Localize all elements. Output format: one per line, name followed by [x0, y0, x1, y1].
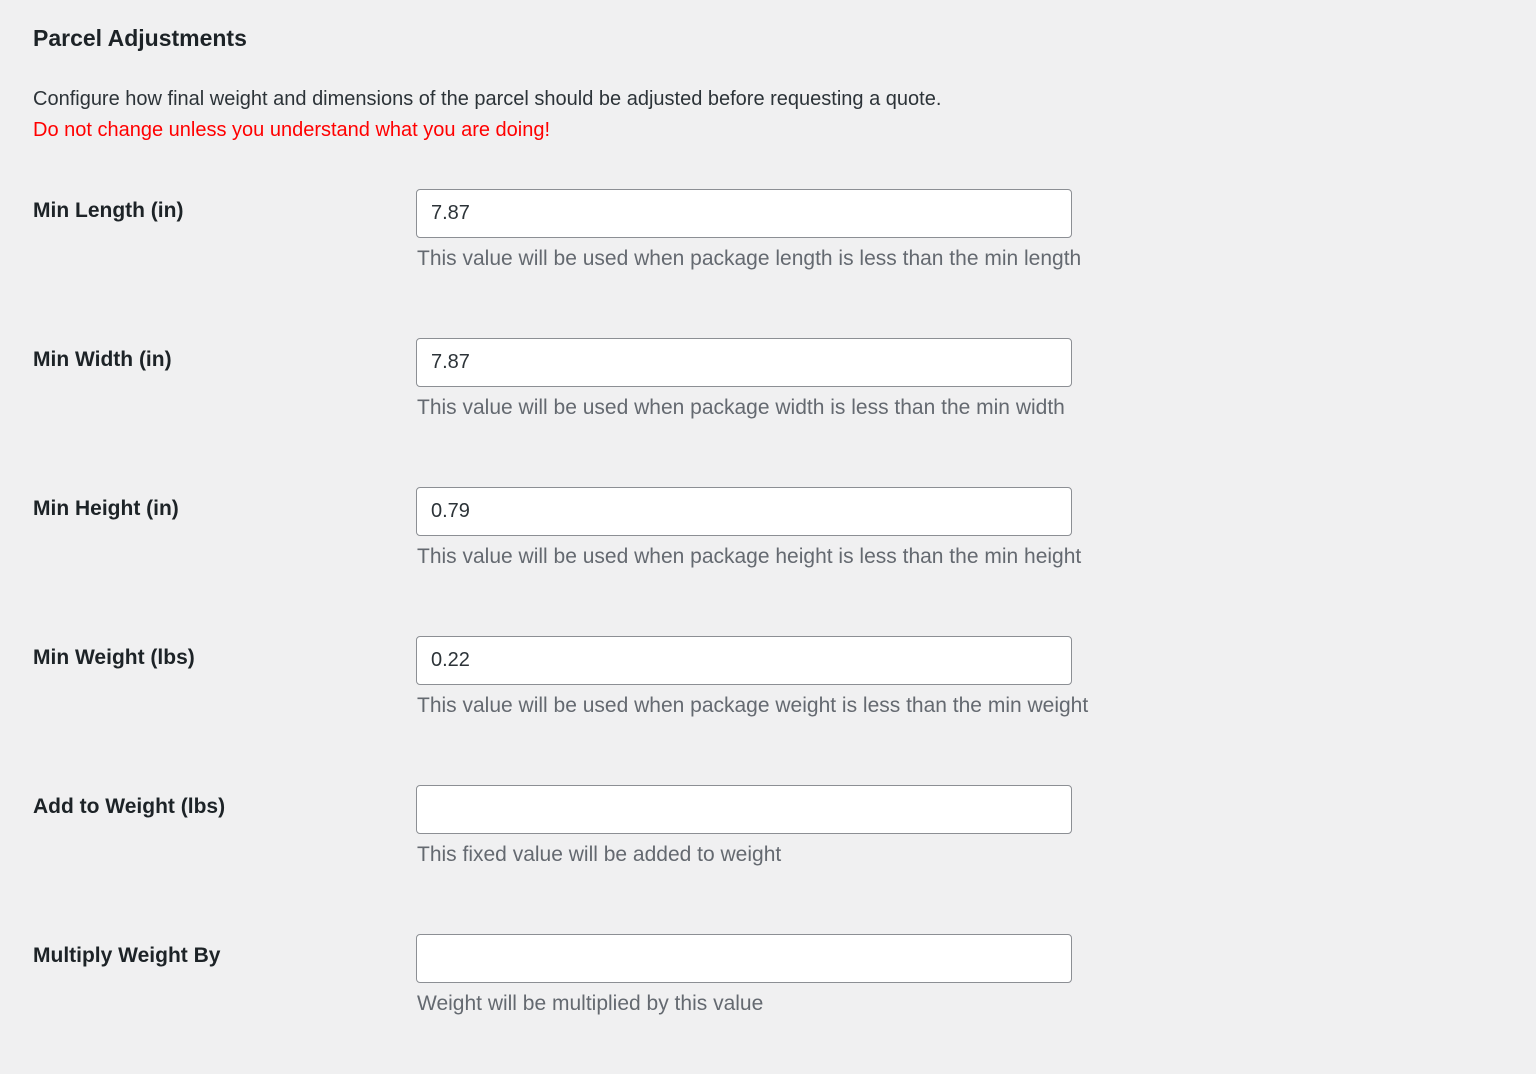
multiply-weight-input[interactable] — [416, 934, 1072, 983]
warning-text: Do not change unless you understand what you are doing! — [33, 119, 551, 141]
add-to-weight-label: Add to Weight (lbs) — [33, 795, 226, 818]
min-width-help: This value will be used when package width is less than the min width — [417, 396, 1065, 419]
add-to-weight-input[interactable] — [416, 785, 1072, 834]
min-height-label: Min Height (in) — [33, 497, 179, 520]
min-height-input[interactable] — [416, 487, 1072, 536]
min-length-input[interactable] — [416, 189, 1072, 238]
field-row-add-to-weight — [0, 785, 1536, 925]
field-row-min-height — [0, 487, 1536, 627]
add-to-weight-help: This fixed value will be added to weight — [417, 843, 782, 866]
field-row-min-weight — [0, 636, 1536, 776]
description-text: Configure how final weight and dimensions of the parcel should be adjusted before requesting a quote. — [33, 88, 942, 110]
min-weight-help: This value will be used when package weight is less than the min weight — [417, 694, 1089, 717]
min-length-help: This value will be used when package length is less than the min length — [417, 247, 1082, 270]
multiply-weight-help: Weight will be multiplied by this value — [417, 992, 764, 1015]
field-row-multiply-weight — [0, 934, 1536, 1074]
min-weight-label: Min Weight (lbs) — [33, 646, 195, 669]
min-height-help: This value will be used when package height is less than the min height — [417, 545, 1082, 568]
multiply-weight-label: Multiply Weight By — [33, 944, 221, 967]
min-width-input[interactable] — [416, 338, 1072, 387]
section-title: Parcel Adjustments — [33, 25, 247, 51]
field-row-min-width — [0, 338, 1536, 478]
min-length-label: Min Length (in) — [33, 199, 184, 222]
min-weight-input[interactable] — [416, 636, 1072, 685]
min-width-label: Min Width (in) — [33, 348, 172, 371]
section-description — [33, 84, 941, 146]
field-row-min-length — [0, 189, 1536, 329]
